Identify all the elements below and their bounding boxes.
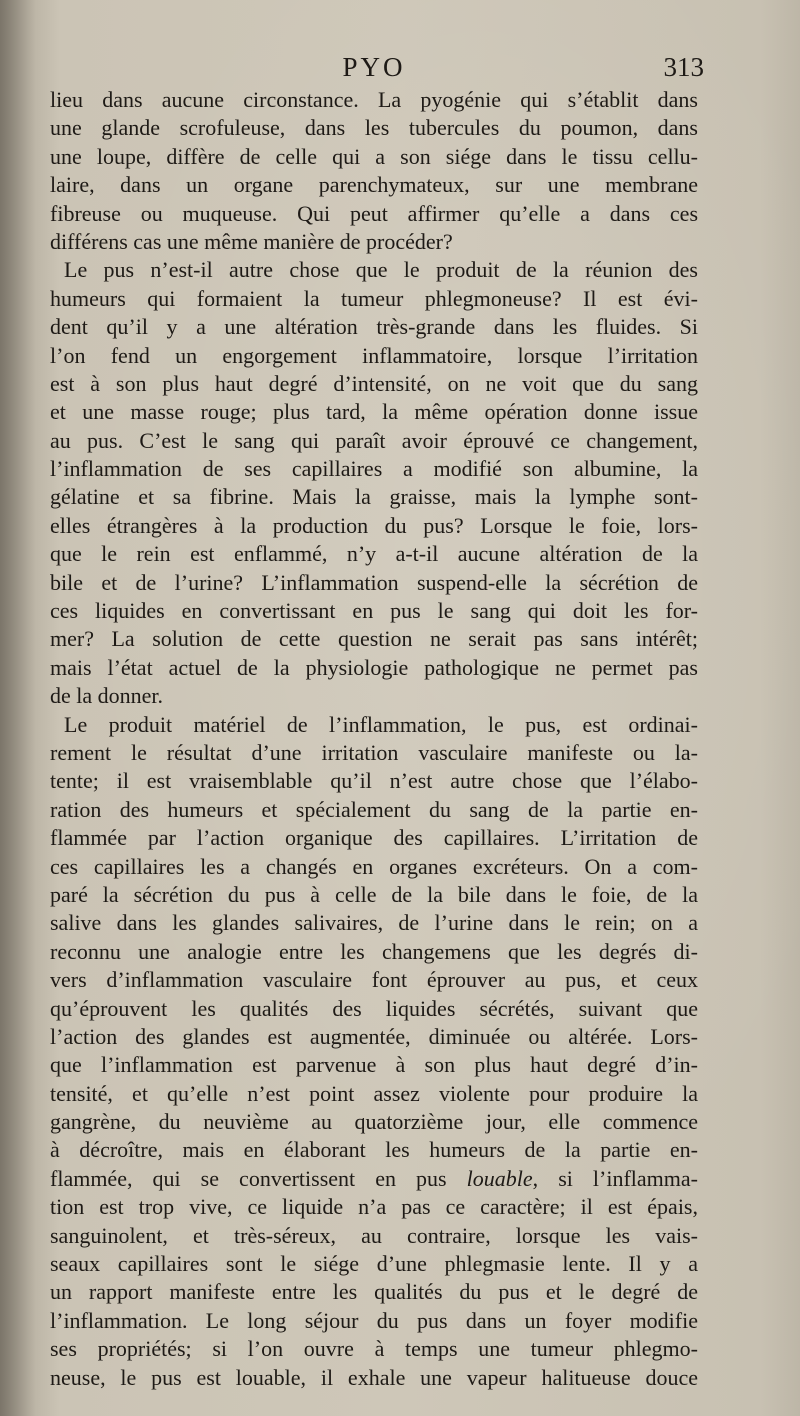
text-line: que le rein est enflammé, n’y a-t-il aucune altération de la xyxy=(50,541,698,567)
body-text xyxy=(50,86,698,1392)
text-line: un rapport manifeste entre les qualités du pus et le degré de xyxy=(50,1279,698,1305)
binding-shadow xyxy=(0,0,36,1416)
text-line: et une masse rouge; plus tard, la même opération donne issue xyxy=(50,399,698,425)
text-line: reconnu une analogie entre les changemens que les degrés di- xyxy=(50,938,698,964)
italic-word: louable xyxy=(466,1165,533,1191)
text-line: ses propriétés; si l’on ouvre à temps une tumeur phlegmo- xyxy=(50,1336,698,1362)
text-line: gélatine et sa fibrine. Mais la graisse, mais la lymphe sont- xyxy=(50,484,698,510)
text-line: sanguinolent, et très-séreux, au contraire, lorsque les vais- xyxy=(50,1222,698,1248)
text-line: seaux capillaires sont le siége d’une phlegmasie lente. Il y a xyxy=(50,1251,698,1277)
running-title: PYO xyxy=(342,52,406,82)
text-line: flammée par l’action organique des capillaires. L’irritation de xyxy=(50,825,698,851)
text-line: humeurs qui formaient la tumeur phlegmoneuse? Il est évi- xyxy=(50,285,698,311)
text-line: Le pus n’est-il autre chose que le produit de la réunion des xyxy=(64,257,698,283)
text-line: gangrène, du neuvième au quatorzième jour, elle commence xyxy=(50,1109,698,1135)
text-line: paré la sécrétion du pus à celle de la bile dans le foie, de la xyxy=(50,881,698,907)
text-line: différens cas une même manière de procéder? xyxy=(50,228,453,254)
text-line: l’inflammation de ses capillaires a modifié son albumine, la xyxy=(50,456,698,482)
text-line: laire, dans un organe parenchymateux, sur une membrane xyxy=(50,172,698,198)
page-number: 313 xyxy=(663,52,704,82)
text-line: ces liquides en convertissant en pus le sang qui doit les for- xyxy=(50,598,698,624)
text-line: fibreuse ou muqueuse. Qui peut affirmer qu’elle a dans ces xyxy=(50,200,698,226)
text-line: vers d’inflammation vasculaire font éprouver au pus, et ceux xyxy=(50,967,698,993)
page-header xyxy=(44,52,704,86)
text-line: de la donner. xyxy=(50,683,164,709)
text-line: Le produit matériel de l’inflammation, le pus, est ordinai- xyxy=(64,711,698,737)
text-line: est à son plus haut degré d’intensité, on ne voit que du sang xyxy=(50,370,698,396)
text-line: neuse, le pus est louable, il exhale une vapeur halitueuse douce xyxy=(50,1364,698,1390)
text-line: tente; il est vraisemblable qu’il n’est autre chose que l’élabo- xyxy=(50,768,698,794)
text-line: flammée, qui se convertissent en pus louable, si l’inflamma- xyxy=(50,1165,698,1191)
text-line: lieu dans aucune circonstance. La pyogénie qui s’établit dans xyxy=(50,87,698,112)
text-line: dent qu’il y a une altération très-grande dans les fluides. Si xyxy=(50,314,698,340)
text-line: ration des humeurs et spécialement du sang de la partie en- xyxy=(50,796,698,822)
text-line: à décroître, mais en élaborant les humeurs de la partie en- xyxy=(50,1137,698,1163)
text-line: tensité, et qu’elle n’est point assez violente pour produire la xyxy=(50,1080,698,1106)
text-line: l’on fend un engorgement inflammatoire, lorsque l’irritation xyxy=(50,342,698,368)
text-line: une glande scrofuleuse, dans les tubercules du poumon, dans xyxy=(50,115,698,141)
text-line: salive dans les glandes salivaires, de l’urine dans le rein; on a xyxy=(50,910,698,936)
text-line: bile et de l’urine? L’inflammation suspend-elle la sécrétion de xyxy=(50,569,698,595)
text-line: ces capillaires les a changés en organes excréteurs. On a com- xyxy=(50,853,698,879)
text-line: l’action des glandes est augmentée, diminuée ou altérée. Lors- xyxy=(50,1023,698,1049)
text-line: mais l’état actuel de la physiologie pathologique ne permet pas xyxy=(50,654,698,680)
text-line: au pus. C’est le sang qui paraît avoir éprouvé ce changement, xyxy=(50,427,698,453)
text-line: rement le résultat d’une irritation vasculaire manifeste ou la- xyxy=(50,739,698,765)
text-line: une loupe, diffère de celle qui a son siége dans le tissu cellu- xyxy=(50,143,698,169)
text-line: tion est trop vive, ce liquide n’a pas ce caractère; il est épais, xyxy=(50,1194,698,1220)
text-line: mer? La solution de cette question ne serait pas sans intérêt; xyxy=(50,626,698,652)
text-line: que l’inflammation est parvenue à son plus haut degré d’in- xyxy=(50,1052,698,1078)
text-line: elles étrangères à la production du pus? Lorsque le foie, lors- xyxy=(50,512,698,538)
text-line: qu’éprouvent les qualités des liquides sécrétés, suivant que xyxy=(50,995,698,1021)
text-line: l’inflammation. Le long séjour du pus dans un foyer modifie xyxy=(50,1307,698,1333)
